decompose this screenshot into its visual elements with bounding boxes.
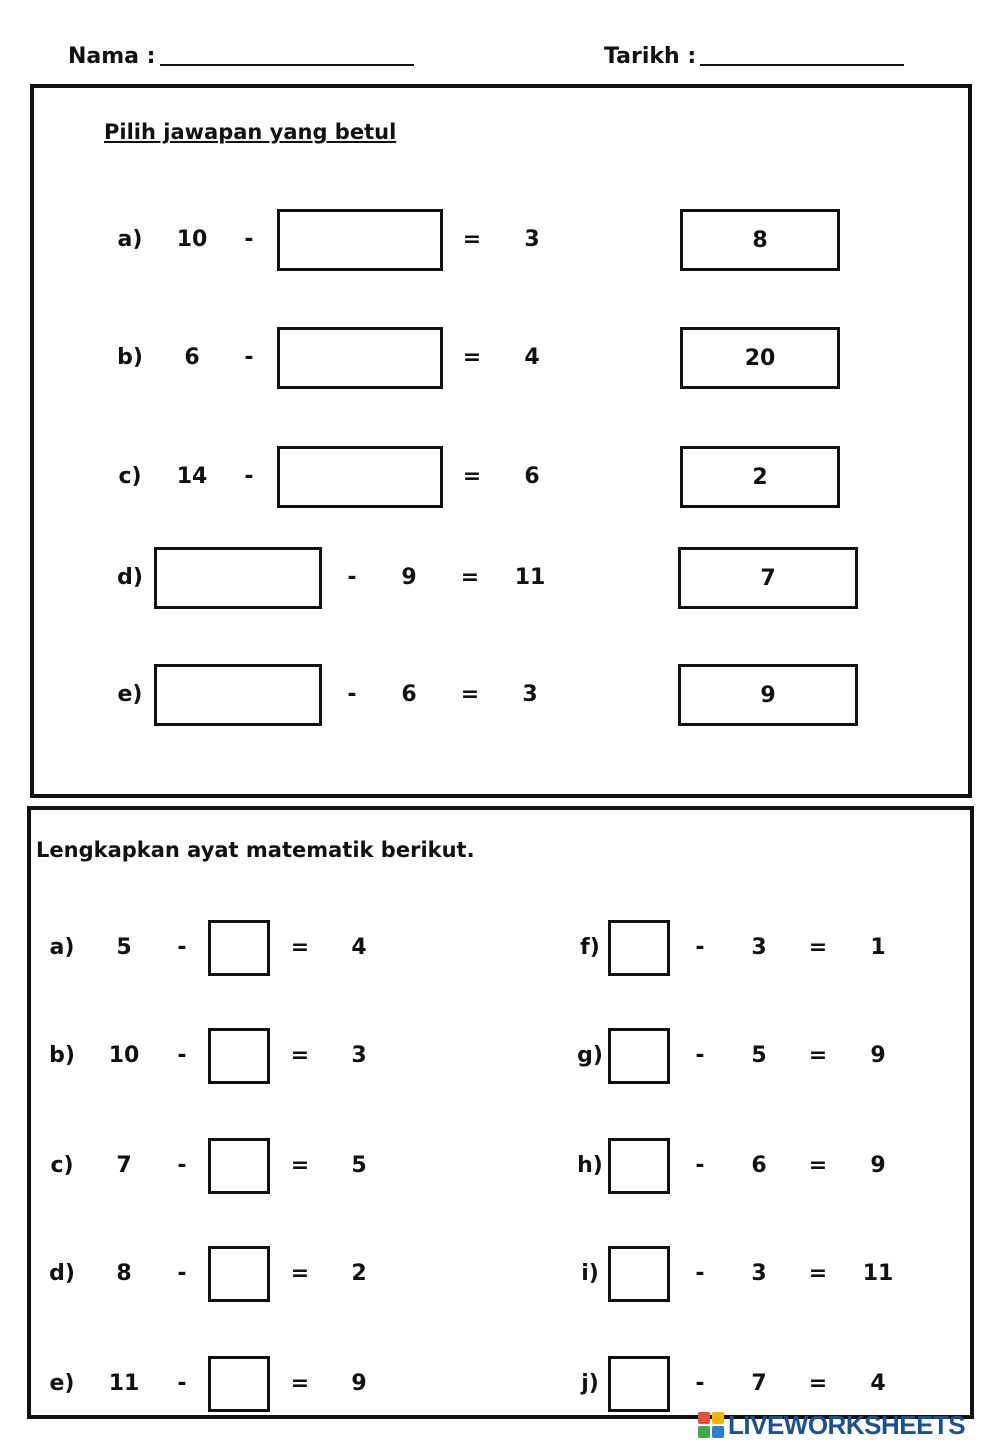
section2-title: Lengkapkan ayat matematik berikut. [36, 838, 475, 862]
s1-q-result: 4 [524, 345, 540, 370]
s2-right-label: h) [577, 1153, 603, 1178]
s2-left-result: 5 [351, 1153, 367, 1178]
s2-left-minus: - [177, 1043, 187, 1068]
s2-right-result: 4 [870, 1371, 886, 1396]
s2-right-minus: - [695, 1153, 705, 1178]
s2-right-equals: = [808, 935, 828, 960]
s2-right-minus: - [695, 1371, 705, 1396]
s2-left-number: 7 [116, 1153, 132, 1178]
s1-q-answer-blank[interactable] [277, 209, 443, 271]
name-input-line[interactable] [160, 64, 414, 66]
s1-q-number: 10 [176, 227, 208, 252]
s1-q-result: 11 [514, 565, 546, 590]
s1-q-result: 3 [522, 682, 538, 707]
s2-right-equals: = [808, 1153, 828, 1178]
s2-left-answer-blank[interactable] [208, 920, 270, 976]
s1-answer-option[interactable]: 2 [680, 446, 840, 508]
s1-q-answer-blank[interactable] [154, 664, 322, 726]
logo-blocks-icon [698, 1412, 724, 1438]
s2-right-number: 3 [751, 935, 767, 960]
s1-q-minus: - [244, 464, 254, 489]
s2-left-number: 11 [108, 1371, 140, 1396]
s2-left-result: 2 [351, 1261, 367, 1286]
s1-q-minus: - [244, 345, 254, 370]
s1-q-equals: = [462, 345, 482, 370]
name-label: Nama : [68, 44, 156, 69]
s2-right-answer-blank[interactable] [608, 1246, 670, 1302]
s2-left-label: d) [49, 1261, 75, 1286]
s1-answer-option[interactable]: 9 [678, 664, 858, 726]
s1-q-equals: = [462, 464, 482, 489]
s1-q-number: 6 [184, 345, 200, 370]
s2-left-answer-blank[interactable] [208, 1028, 270, 1084]
s1-q-minus: - [244, 227, 254, 252]
s1-q-label: c) [118, 464, 142, 489]
s1-q-number: 14 [176, 464, 208, 489]
s1-q-label: d) [117, 565, 143, 590]
s2-right-label: f) [580, 935, 600, 960]
s2-left-result: 4 [351, 935, 367, 960]
s1-answer-option[interactable]: 8 [680, 209, 840, 271]
date-input-line[interactable] [700, 64, 904, 66]
s1-q-label: e) [117, 682, 143, 707]
s2-left-label: e) [49, 1371, 75, 1396]
s2-right-minus: - [695, 1043, 705, 1068]
s2-right-minus: - [695, 1261, 705, 1286]
s2-left-number: 8 [116, 1261, 132, 1286]
s1-q-equals: = [462, 227, 482, 252]
s2-left-label: a) [49, 935, 75, 960]
s2-left-equals: = [290, 1371, 310, 1396]
s2-left-equals: = [290, 1261, 310, 1286]
s2-right-answer-blank[interactable] [608, 1138, 670, 1194]
s2-right-number: 5 [751, 1043, 767, 1068]
logo-text: LIVEWORKSHEETS [728, 1409, 966, 1440]
s1-answer-option[interactable]: 7 [678, 547, 858, 609]
s1-q-answer-blank[interactable] [154, 547, 322, 609]
s2-right-equals: = [808, 1043, 828, 1068]
s2-left-result: 3 [351, 1043, 367, 1068]
s2-right-answer-blank[interactable] [608, 1028, 670, 1084]
s2-right-result: 11 [862, 1261, 894, 1286]
s1-q-equals: = [460, 565, 480, 590]
s2-left-number: 5 [116, 935, 132, 960]
s2-left-label: c) [50, 1153, 74, 1178]
s1-q-equals: = [460, 682, 480, 707]
s1-q-answer-blank[interactable] [277, 446, 443, 508]
s2-left-minus: - [177, 1261, 187, 1286]
section2-frame [27, 806, 974, 1419]
s2-right-result: 9 [870, 1043, 886, 1068]
s1-q-result: 3 [524, 227, 540, 252]
s2-left-result: 9 [351, 1371, 367, 1396]
s2-left-equals: = [290, 1043, 310, 1068]
s2-right-label: j) [581, 1371, 599, 1396]
s2-right-label: g) [577, 1043, 603, 1068]
s1-q-number: 6 [401, 682, 417, 707]
s2-right-answer-blank[interactable] [608, 920, 670, 976]
s2-right-equals: = [808, 1371, 828, 1396]
s2-right-minus: - [695, 935, 705, 960]
s1-q-label: a) [117, 227, 143, 252]
date-label: Tarikh : [604, 44, 697, 69]
s1-q-result: 6 [524, 464, 540, 489]
s2-left-minus: - [177, 1153, 187, 1178]
s2-left-minus: - [177, 935, 187, 960]
s2-left-number: 10 [108, 1043, 140, 1068]
s1-q-minus: - [347, 565, 357, 590]
s2-right-number: 3 [751, 1261, 767, 1286]
liveworksheets-logo [698, 1410, 965, 1440]
s2-right-equals: = [808, 1261, 828, 1286]
s1-q-number: 9 [401, 565, 417, 590]
s2-right-answer-blank[interactable] [608, 1356, 670, 1412]
s1-q-minus: - [347, 682, 357, 707]
s2-left-minus: - [177, 1371, 187, 1396]
s1-answer-option[interactable]: 20 [680, 327, 840, 389]
s2-left-label: b) [49, 1043, 75, 1068]
section1-title: Pilih jawapan yang betul [104, 120, 397, 144]
s2-right-number: 7 [751, 1371, 767, 1396]
s1-q-label: b) [117, 345, 143, 370]
s2-left-answer-blank[interactable] [208, 1246, 270, 1302]
s2-left-answer-blank[interactable] [208, 1138, 270, 1194]
s2-right-label: i) [581, 1261, 599, 1286]
s1-q-answer-blank[interactable] [277, 327, 443, 389]
s2-left-equals: = [290, 935, 310, 960]
s2-right-result: 9 [870, 1153, 886, 1178]
s2-left-answer-blank[interactable] [208, 1356, 270, 1412]
s2-right-number: 6 [751, 1153, 767, 1178]
s2-right-result: 1 [870, 935, 886, 960]
s2-left-equals: = [290, 1153, 310, 1178]
